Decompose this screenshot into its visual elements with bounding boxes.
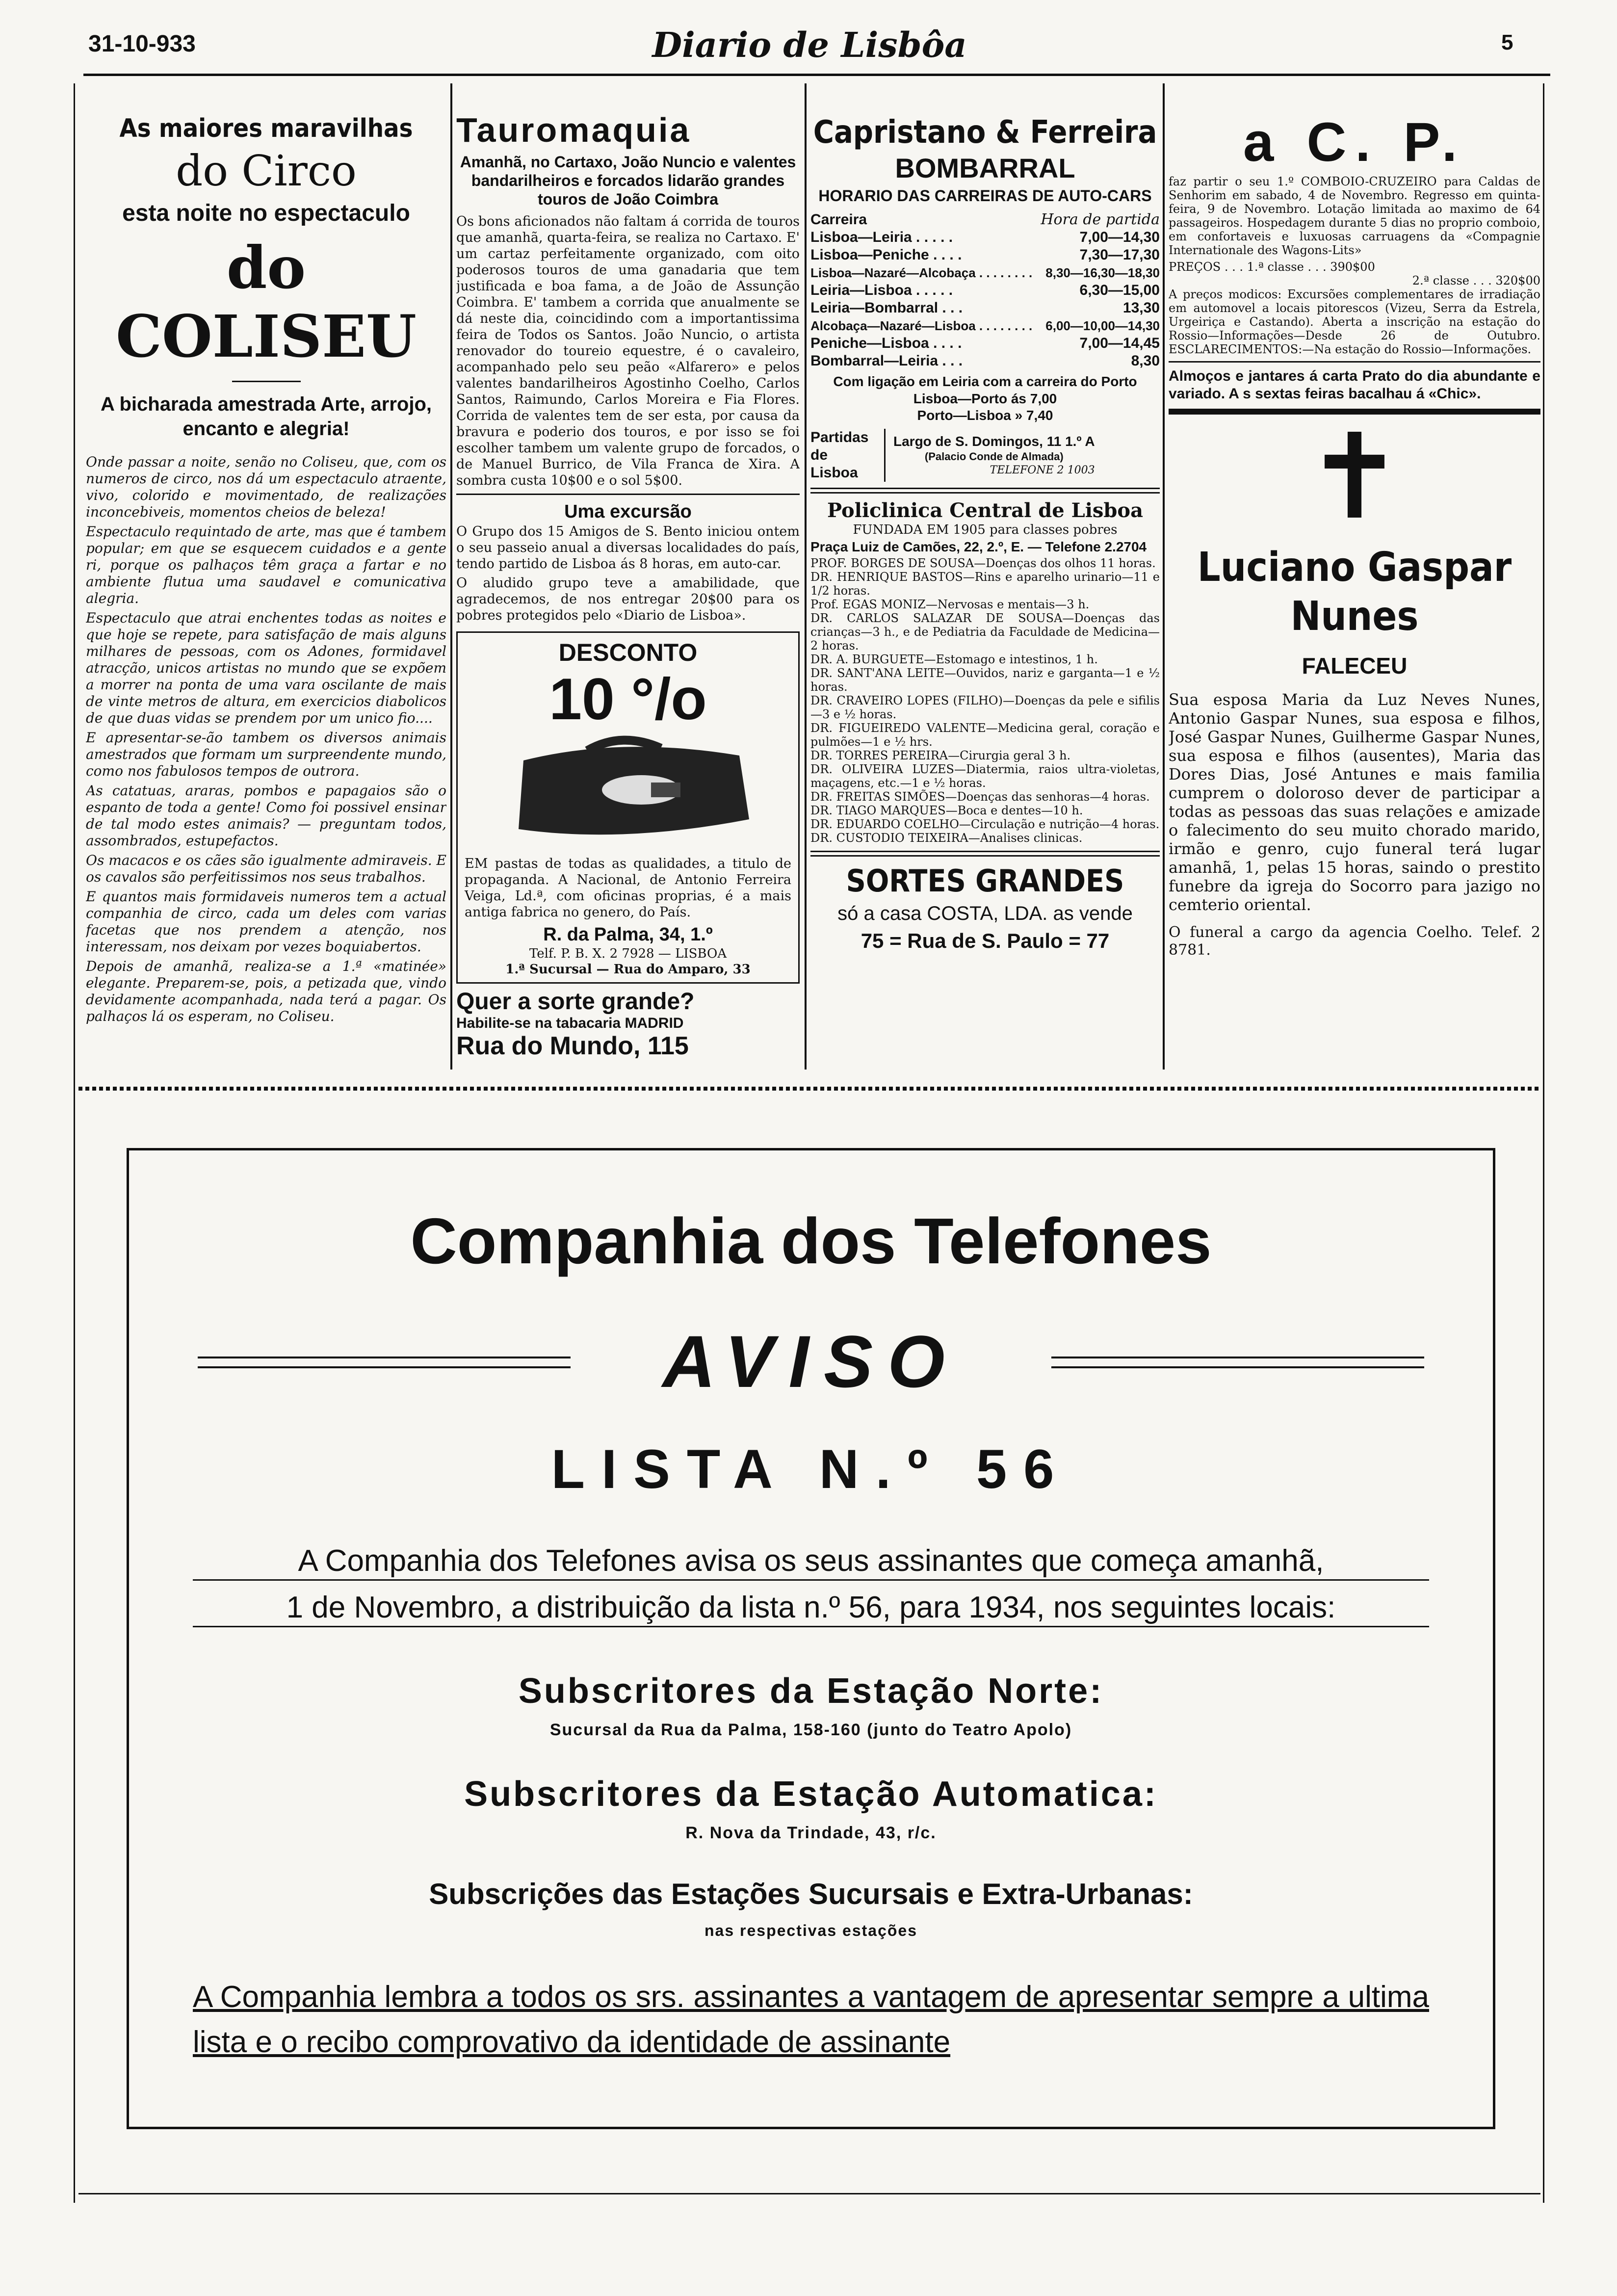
- schedule-row: Leiria—Bombarral . . . 13,30: [810, 300, 1160, 316]
- doctor-entry: DR. SANT'ANA LEITE—Ouvidos, nariz e garganta—1 e ½ horas.: [810, 666, 1160, 694]
- schedule-head-route: Carreira: [810, 211, 867, 228]
- coliseu-paragraph: Onde passar a noite, senão no Coliseu, que, com os numeros de circo, nos dá um espectaculo atraente, vivo, colorido e movimentado, de realizações inconcebiveis, momentos cheios de beleza!: [86, 454, 446, 520]
- excursao-title: Uma excursão: [564, 501, 692, 522]
- desconto-title: DESCONTO: [558, 639, 698, 666]
- aviso-line-2: 1 de Novembro, a distribuição da lista n.º 56, para 1934, nos seguintes locais:: [193, 1590, 1429, 1627]
- tauromaquia-body: Os bons aficionados não faltam á corrida de touros que amanhã, quarta-feira, se realiza no Cartaxo. E' um cartaz perfeitamente organizado, com oito poderosos touros de uma ganadaria que tem justificada e boa fama, a de João de Assunção Coimbra. E' tambem a corrida que anualmente se dá neste dia, coincidindo com a importantissima feira de Todos os Santos. João Nuncio, o artista renovador do toureio equestre, é o cavaleiro, acompanhado pelo seu peão «Alfarero» e pelos valentes bandarilheiros Agostinho Coelho, Carlos Santos, Raimundo, Carlos Moreira e Fia Flores. Corrida de valentes tem de ser esta, por causa da bravura e poderio dos touros, e por isso se foi escolher tambem um valente grupo de forcados, o de Manuel Burrico, de Vila Franca de Xira. A sombra custa 10$00 e o sol 5$00.: [456, 214, 800, 488]
- schedule-row: Peniche—Lisboa . . . . 7,00—14,45: [810, 335, 1160, 351]
- cross-icon: ✝: [1305, 408, 1404, 546]
- page-left-rule: [74, 83, 75, 2203]
- cp-title: a C. P.: [1243, 113, 1466, 173]
- doctor-entry: DR. CUSTODIO TEIXEIRA—Analises clinicas.: [810, 831, 1083, 845]
- coliseu-paragraph: Os macacos e os cães são igualmente admiraveis. E os cavalos são perfeitissimos nos seus trabalhos.: [86, 852, 446, 885]
- capristano-title: Capristano & Ferreira: [813, 114, 1157, 151]
- doctor-entry: DR. EDUARDO COELHO—Circulação e nutrição—4 horas.: [810, 817, 1160, 831]
- cp-body-2: A preços modicos: Excursões complementares de irradiação em automovel a locais pitorescos (Vizeu, Serra da Estrela, Urgeiriça e Castando). Aberta a inscrição na estação do Rossio—Informações—Desde 26 de Outubro. ESCLARECIMENTOS:—Na estação do Rossio—Informações.: [1169, 287, 1540, 356]
- capristano-phone: TELEFONE 2 1003: [990, 464, 1095, 476]
- masthead-rule: [83, 74, 1550, 76]
- partidas-label: Partidas de Lisboa: [810, 429, 886, 482]
- desconto-phone: Telf. P. B. X. 2 7928 — LISBOA: [529, 946, 727, 961]
- briefcase-illustration: [465, 731, 779, 854]
- desconto-text: EM pastas de todas as qualidades, a titulo de propaganda. A Nacional, de Antonio Ferreira Veiga, Ld.ª, com oficinas proprias, é a mais antiga fabrica no genero, do País.: [465, 856, 791, 920]
- cp-ad: [1169, 113, 1540, 1070]
- desconto-branch: 1.ª Sucursal — Rua do Amparo, 33: [505, 962, 751, 977]
- automatica-heading: Subscritores da Estação Automatica:: [464, 1774, 1158, 1814]
- tauromaquia-article: [456, 110, 800, 1070]
- coliseu-paragraph: Espectaculo que atrai enchentes todas as noites e que hoje se repete, para satisfação de mais alguns milhares de pessoas, com os Adones, formidavel atracção, unicos artistas no mundo que se expõem a morrer na ponta de uma vara oscilante de mais de vinte metros de altura, em exercicios diabolicos de que duas vidas se prendem por um unico fio....: [86, 610, 446, 726]
- policlinica-founded: FUNDADA EM 1905 para classes pobres: [853, 522, 1118, 537]
- column-divider: [450, 83, 452, 1070]
- ligacao-porto: Com ligação em Leiria com a carreira do Porto: [833, 374, 1137, 389]
- doctor-entry: DR. HENRIQUE BASTOS—Rins e aparelho urinario—11 e 1/2 horas.: [810, 570, 1160, 598]
- coliseu-headline-2: do Circo: [176, 147, 357, 196]
- doctor-entry: DR. CARLOS SALAZAR DE SOUSA—Doenças das crianças—3 h., e de Pediatria da Faculdade de Medicina—2 horas.: [810, 611, 1160, 652]
- coliseu-headline-4: do COLISEU: [116, 234, 417, 370]
- page-number: 5: [1501, 30, 1513, 54]
- doctor-entry: DR. TIAGO MARQUES—Boca e dentes—10 h.: [810, 804, 1083, 817]
- schedule-row: Alcobaça—Nazaré—Lisboa . . . . . . . . 6,00—10,00—14,30: [810, 318, 1160, 333]
- almocos-ad: Almoços e jantares á carta Prato do dia abundante e variado. A s sextas feiras bacalhau á «Chic».: [1169, 368, 1540, 402]
- largo-address: Largo de S. Domingos, 11 1.º A: [893, 434, 1095, 449]
- tauromaquia-title: Tauromaquia: [456, 111, 691, 149]
- doctor-entry: DR. OLIVEIRA LUZES—Diatermia, raios ultra-violetas, maçagens, etc.—1 e ½ horas.: [810, 762, 1160, 790]
- doctor-entry: DR. FIGUEIREDO VALENTE—Medicina geral, coração e pulmões—1 e ½ hrs.: [810, 721, 1160, 749]
- desconto-percent: 10 °/o: [549, 666, 707, 732]
- policlinica-title: Policlinica Central de Lisboa: [827, 499, 1143, 522]
- schedule-row: Bombarral—Leiria . . . 8,30: [810, 353, 1160, 369]
- issue-date: 31-10-933: [88, 31, 196, 57]
- sortes-address: 75 = Rua de S. Paulo = 77: [861, 929, 1110, 952]
- bombarral-town: BOMBARRAL: [895, 153, 1075, 183]
- doctor-entry: DR. FREITAS SIMÕES—Doenças das senhoras—4 horas.: [810, 790, 1150, 804]
- coliseu-subhead: A bicharada amestrada Arte, arrojo, encanto e alegria!: [100, 393, 432, 440]
- norte-heading: Subscritores da Estação Norte:: [518, 1671, 1104, 1711]
- tauromaquia-headline: Amanhã, no Cartaxo, João Nuncio e valentes bandarilheiros e forcados lidarão grandes touros de João Coimbra: [460, 153, 796, 208]
- column-divider: [1163, 83, 1165, 1070]
- newspaper-title: Diario de Lisbôa: [652, 25, 967, 65]
- faleceu-heading: FALECEU: [1302, 653, 1408, 678]
- section-rule: [78, 1087, 1540, 1091]
- coliseu-article: [86, 113, 446, 1070]
- automatica-address: R. Nova da Trindade, 43, r/c.: [685, 1824, 937, 1842]
- sortes-grandes-title: SORTES GRANDES: [846, 863, 1124, 899]
- sorte-address: Rua do Mundo, 115: [456, 1032, 689, 1060]
- doctor-entry: DR. CRAVEIRO LOPES (FILHO)—Doenças da pele e sifilis—3 e ½ horas.: [810, 694, 1160, 721]
- capristano-ad: [810, 113, 1160, 1070]
- norte-address: Sucursal da Rua da Palma, 158-160 (junto do Teatro Apolo): [549, 1721, 1072, 1739]
- doctor-entry: Prof. EGAS MONIZ—Nervosas e mentais—3 h.: [810, 598, 1090, 611]
- excursao-body: O Grupo dos 15 Amigos de S. Bento iniciou ontem o seu passeio anual a diversas localidades do país, tendo partido de Lisboa ás 8 horas, em auto-car.: [456, 524, 800, 572]
- schedule-row: Lisboa—Peniche . . . . 7,30—17,30: [810, 247, 1160, 263]
- porto-time: Porto—Lisboa » 7,40: [917, 408, 1053, 423]
- obituary-text: Sua esposa Maria da Luz Neves Nunes, Antonio Gaspar Nunes, sua esposa e filhos, José Gaspar Nunes, Guilherme Gaspar Nunes, sua esposa e filhos (ausentes), Maria das Dores Dias, José Antunes e mais familia cumprem o doloroso dever de participar a todas as pessoas das suas relações e amizade o falecimento do seu muito chorado marido, irmão e genro, cujo funeral terá lugar amanhã, 1, pelas 15 horas, saindo o prestito funebre da igreja do Socorro para jazigo no cemterio oriental.: [1169, 690, 1540, 914]
- page-bottom-rule: [78, 2193, 1540, 2194]
- excursao-body: O aludido grupo teve a amabilidade, que agradecemos, de nos entregar 20$00 para os pobres protegidos pelo «Diario de Lisboa».: [456, 575, 800, 623]
- coliseu-headline-3: esta noite no espectaculo: [122, 200, 410, 226]
- cp-price-2: 2.ª classe . . . 320$00: [1412, 274, 1540, 287]
- palacio-note: (Palacio Conde de Almada): [924, 450, 1064, 463]
- sortes-vendor: só a casa COSTA, LDA. as vende: [837, 903, 1133, 924]
- schedule-head-time: Hora de partida: [1041, 211, 1160, 228]
- aviso-heading: AVISO: [662, 1320, 960, 1403]
- cp-body: faz partir o seu 1.º COMBOIO-CRUZEIRO para Caldas de Senhorim em sabado, 4 de Novembro. Regresso em quinta-feira, 9 de Novembro. Lotação limitada ao maximo de 64 passageiros. Hospedagem durante 5 dias no proprio comboio, em confortaveis e luxuosas carruagens da «Compagnie Internationale des Wagons-Lits»: [1169, 175, 1540, 257]
- schedule-row: Lisboa—Leiria . . . . . 7,00—14,30: [810, 229, 1160, 245]
- telefones-company: Companhia dos Telefones: [410, 1205, 1212, 1277]
- funeral-note: O funeral a cargo da agencia Coelho. Telef. 2 8781.: [1169, 924, 1540, 959]
- column-divider: [805, 83, 807, 1070]
- doctor-entry: DR. TORRES PEREIRA—Cirurgia geral 3 h.: [810, 749, 1071, 762]
- schedule-row: Leiria—Lisboa . . . . . 6,30—15,00: [810, 282, 1160, 298]
- coliseu-paragraph: As catatuas, araras, pombos e papagaios são o espanto de toda a gente! Como foi possivel ensinar de tal modo estes animais? — preguntam todos, assombrados, estupefactos.: [86, 783, 446, 849]
- coliseu-paragraph: Espectaculo requintado de arte, mas que é tambem popular; em que se esquecem cuidados e a gente ri, porque os palhaços têm graça a fartar e no ambiente flutua uma saudavel e comunicativa alegria.: [86, 523, 446, 606]
- sucursais-note: nas respectivas estações: [704, 1922, 918, 1939]
- desconto-address: R. da Palma, 34, 1.º: [543, 924, 713, 945]
- doctor-entry: PROF. BORGES DE SOUSA—Doenças dos olhos 11 horas.: [810, 556, 1156, 570]
- coliseu-paragraph: Depois de amanhã, realiza-se a 1.ª «matinée» elegante. Preparem-se, pois, a petizada que, vindo devidamente acompanhada, nada terá a pagar. Os palhaços lá os esperam, no Coliseu.: [86, 958, 446, 1024]
- horario-title: HORARIO DAS CARREIRAS DE AUTO-CARS: [818, 187, 1152, 205]
- deceased-name: Luciano Gaspar Nunes: [1197, 544, 1512, 640]
- sorte-subtitle: Habilite-se na tabacaria MADRID: [456, 1015, 684, 1031]
- schedule-row: Lisboa—Nazaré—Alcobaça . . . . . . . . 8,30—16,30—18,30: [810, 265, 1160, 280]
- porto-time: Lisboa—Porto ás 7,00: [913, 391, 1057, 406]
- lembrete-text: A Companhia lembra a todos os srs. assinantes a vantagem de apresentar sempre a ultima lista e o recibo comprovativo da identidade de assinante: [193, 1980, 1429, 2059]
- doctor-entry: DR. A. BURGUETE—Estomago e intestinos, 1 h.: [810, 652, 1098, 666]
- page-right-rule: [1543, 83, 1544, 2203]
- sorte-title: Quer a sorte grande?: [456, 989, 695, 1015]
- policlinica-address: Praça Luiz de Camões, 22, 2.º, E. — Telefone 2.2704: [810, 539, 1147, 554]
- telefones-ad-frame: [127, 1148, 1495, 2129]
- lista-heading: LISTA N.º 56: [551, 1438, 1071, 1500]
- coliseu-paragraph: E quantos mais formidaveis numeros tem a actual companhia de circo, cada um deles com varias facetas que nos prendem a atenção, nos interessam, nos deixam por vezes boquiabertos.: [86, 888, 446, 955]
- cp-price-1: PREÇOS . . . 1.ª classe . . . 390$00: [1169, 260, 1375, 274]
- coliseu-headline-1: As maiores maravilhas: [119, 114, 413, 143]
- coliseu-paragraph: E apresentar-se-ão tambem os diversos animais amestrados que formam um surpreendente mundo, como nos fabulosos tempos de outrora.: [86, 730, 446, 779]
- sucursais-heading: Subscrições das Estações Sucursais e Extra-Urbanas:: [429, 1878, 1193, 1910]
- aviso-line-1: A Companhia dos Telefones avisa os seus assinantes que começa amanhã,: [193, 1543, 1429, 1581]
